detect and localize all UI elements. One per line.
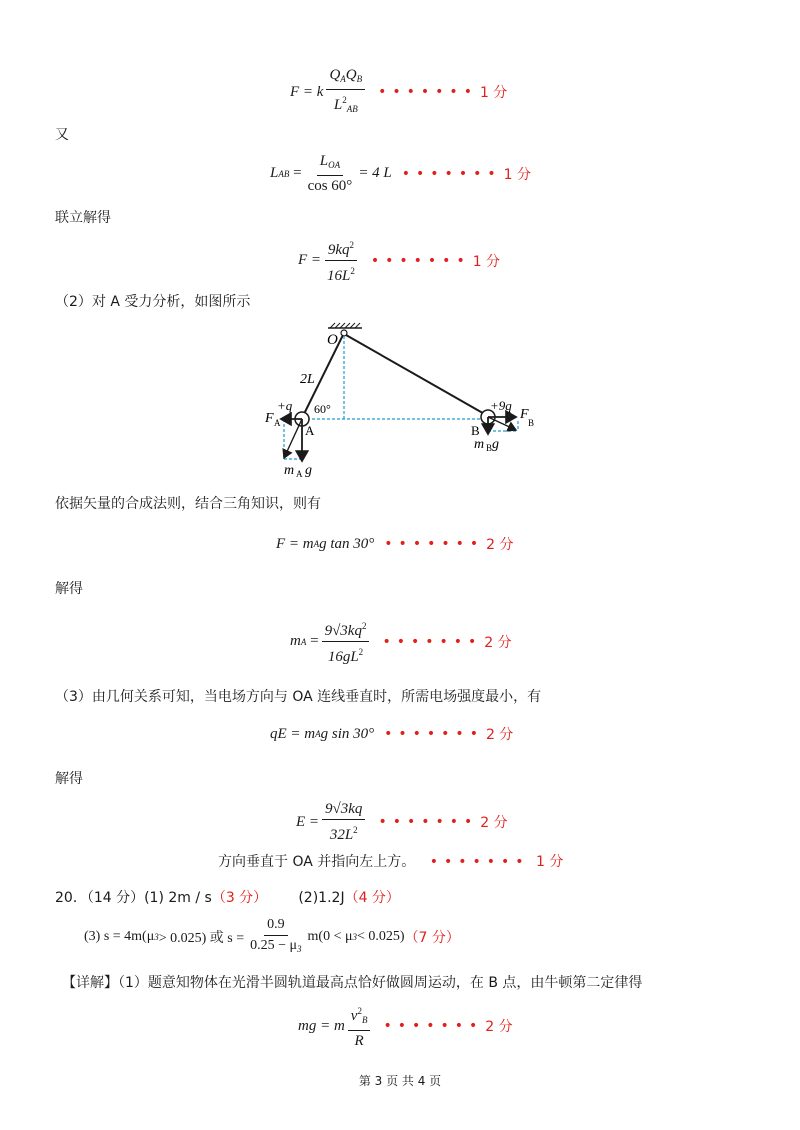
label-qB: +9q (490, 398, 512, 413)
label-FB-sub: B (528, 418, 535, 428)
score-label: 2 分 (486, 537, 514, 553)
label-FA-sub: A (274, 418, 281, 428)
fraction: $\frac{L_{OA}}{\cos 60^\circ}$ (307, 153, 353, 194)
score-dots: ••••••• (384, 726, 484, 742)
score-dots: ••••••• (429, 854, 530, 870)
equation-tan: F = m A g tan 30° ••••••• 2 分 (276, 535, 514, 553)
label-g-B: g (492, 437, 499, 452)
page-footer: 第 3 页 共 4 页 (358, 1074, 442, 1088)
score-dots: ••••••• (378, 814, 479, 830)
text-lianli: 联立解得 (55, 210, 111, 226)
text-yiju: 依据矢量的合成法则，结合三角知识，则有 (55, 496, 321, 512)
equation-qE: qE = m A g sin 30° ••••••• 2 分 (270, 725, 514, 743)
score-label: 2 分 (484, 634, 512, 651)
label-mAg-sub: A (296, 469, 303, 479)
score-dots: ••••••• (384, 536, 485, 552)
equation-newton: mg = m $\frac{v^2_B}{R}$ ••••••• 2 分 (298, 1002, 513, 1050)
score-q20-2: （4 分） (344, 890, 400, 906)
score-dots: ••••••• (401, 165, 502, 182)
text-jiede-1: 解得 (55, 581, 83, 597)
string-OB (346, 335, 488, 416)
score-dots: ••••••• (382, 633, 483, 650)
text-you: 又 (55, 127, 69, 143)
question-20-part3: (3) s = 4m(μ 3 > 0.025) 或 s = $\frac{0.9}{0.25 - \mu_3}$ m(0 < μ 3 < 0.025) （7 分） (84, 916, 460, 958)
score-dots: ••••••• (378, 84, 478, 100)
equation-E: E = $\frac{9√3kq}{32L^2}$ ••••••• 2 分 (296, 801, 508, 843)
fraction: $\frac{9√3kq}{32L^2}$ (322, 800, 365, 844)
text-part3: （3）由几何关系可知，当电场方向与 OA 连线垂直时，所需电场强度最小，有 (55, 689, 542, 705)
label-FA: F (265, 411, 274, 426)
score-label: 2 分 (485, 727, 514, 743)
label-60: 60° (314, 402, 331, 416)
score-label: 2 分 (485, 1019, 513, 1035)
score-label: 1 分 (535, 854, 564, 870)
eq-lhs: F = k (290, 83, 324, 100)
score-dots: ••••••• (383, 1018, 484, 1034)
score-label: 1 分 (479, 85, 508, 101)
equation-lab: L AB = $\frac{L_{OA}}{\cos 60^\circ}$ = 4 L ••••••• 1 分 (270, 153, 531, 194)
score-q20-1: （3 分） (211, 890, 268, 906)
label-mBg-sub: B (486, 443, 493, 453)
score-label: 1 分 (472, 253, 501, 270)
label-qA: +q (277, 398, 293, 413)
label-O: O (327, 332, 338, 348)
text-part2: （2）对 A 受力分析，如图所示 (55, 294, 251, 310)
score-dots: ••••••• (370, 252, 471, 269)
force-diagram (250, 318, 550, 483)
equation-force-result: F = $\frac{9kq^2}{16L^2}$ ••••••• 1 分 (298, 236, 500, 285)
equation-mass-A: m A = $\frac{9√3kq^2}{16gL^2}$ ••••••• 2 分 (290, 617, 512, 666)
text-detail: 【详解】（1）题意知物体在光滑半圆轨道最高点恰好做圆周运动，在 B 点，由牛顿第二定律得 (62, 975, 643, 991)
label-FB: F (520, 407, 529, 422)
label-mAg: m (284, 463, 295, 478)
label-B: B (471, 423, 480, 438)
score-label: 2 分 (480, 815, 508, 831)
fraction: $\frac{9kq^2}{16L^2}$ (324, 236, 358, 285)
fraction: $\frac{v^2_B}{R}$ (348, 1002, 371, 1050)
fraction: $\frac{0.9}{0.25 - \mu_3}$ (250, 917, 302, 954)
arrow-resultant-A (284, 419, 302, 458)
fraction: $\frac{9√3kq^2}{16gL^2}$ (322, 617, 370, 666)
label-mBg: m (474, 437, 485, 452)
text-direction: 方向垂直于 OA 并指向左上方。 ••••••• 1 分 (218, 854, 564, 870)
score-label: 1 分 (503, 166, 531, 183)
label-g-A: g (305, 463, 312, 478)
label-2L: 2L (300, 372, 315, 387)
label-A: A (305, 423, 315, 438)
score-q20-3: （7 分） (404, 930, 460, 946)
question-20-header: 20．（14 分）(1) 2m / s（3 分） (2)1.2J（4 分） (55, 890, 400, 906)
fraction: $\frac{Q_AQ_B}{L^2_{AB}}$ (326, 66, 365, 118)
text-jiede-2: 解得 (55, 771, 83, 787)
equation-coulomb-force (290, 66, 507, 118)
